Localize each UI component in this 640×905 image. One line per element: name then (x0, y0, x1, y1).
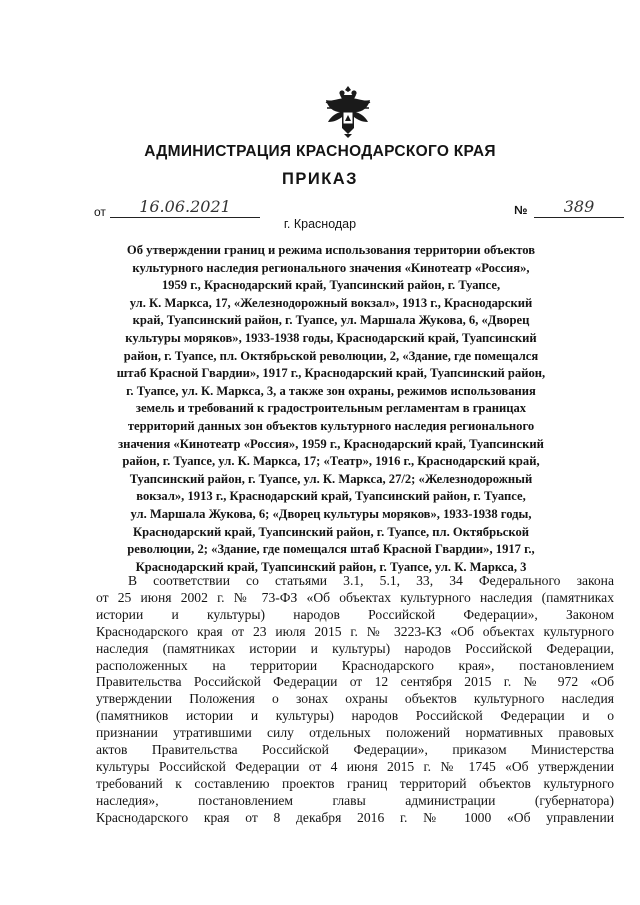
date-field: 16.06.2021 (110, 199, 260, 218)
body-line: культуры Российской Федерации от 4 июня 2015 г. № 1745 «Об утверждении (96, 758, 614, 774)
body-line: актов Правительства Российской Федерации», приказом Министерства (96, 742, 614, 758)
body-line: наследия (памятниках истории и культуры) народов Российской Федерации, (96, 640, 614, 656)
subject-line: территорий данных зон объектов культурного наследия регионального (127, 418, 535, 433)
order-subject (96, 242, 566, 576)
subject-line: район, г. Туапсе, пл. Октябрьской революции, 2, «Здание, где помещался (123, 348, 539, 363)
subject-line: район, г. Туапсе, ул. К. Маркса, 17; «Театр», 1916 г., Краснодарский край, (122, 454, 540, 469)
body-line: утверждении Положения о зонах охраны объектов культурного наследия (96, 691, 614, 707)
body-line: истории и культуры) народов Российской Федерации», Законом (96, 606, 614, 622)
subject-line: культуры моряков», 1933-1938 годы, Краснодарский край, Туапсинский (125, 330, 537, 345)
body-line: от 25 июня 2002 г. № 73-ФЗ «Об объектах культурного наследия (памятниках (96, 589, 614, 605)
subject-line: 1959 г., Краснодарский край, Туапсинский район, г. Туапсе, (161, 278, 501, 293)
coat-of-arms-icon (324, 84, 372, 138)
subject-line: Туапсинский район, г. Туапсе, ул. К. Маркса, 27/2; «Железнодорожный (129, 471, 533, 486)
subject-line: штаб Красной Гвардии», 1917 г., Краснодарский край, Туапсинский район, (116, 366, 546, 381)
subject-line: культурного наследия регионального значения «Кинотеатр «Россия», (132, 260, 530, 275)
subject-line: Краснодарский край, Туапсинский район, г. Туапсе, ул. К. Маркса, 3 (135, 559, 527, 574)
body-line: требований к составлению проектов границ территорий объектов культурного (96, 775, 614, 791)
body-line: Правительства Российской Федерации от 12 сентября 2015 г. № 972 «Об (96, 674, 614, 690)
body-line: расположенных на территории Краснодарского края», постановлением (96, 657, 614, 673)
body-line: признании утратившими силу отдельных положений нормативных правовых (96, 725, 614, 741)
subject-line: Об утверждении границ и режима использования территории объектов (126, 243, 536, 257)
document-type: ПРИКАЗ (281, 170, 359, 188)
subject-line: ул. К. Маркса, 17, «Железнодорожный вокзал», 1913 г., Краснодарский (129, 295, 533, 310)
number-field: 389 (534, 199, 624, 218)
subject-line: ул. Маршала Жукова, 6; «Дворец культуры моряков», 1933-1938 годы, (130, 506, 532, 521)
order-body (96, 573, 614, 827)
date-label: от (94, 205, 106, 219)
body-line: Краснодарского края от 23 июля 2015 г. № 3223-КЗ «Об объектах культурного (96, 623, 614, 639)
subject-line: революции, 2; «Здание, где помещался штаб Красной Гвардии», 1917 г., (127, 542, 535, 557)
subject-line: земель и требований к градостроительным регламентам в границах (135, 401, 527, 416)
organization-title: АДМИНИСТРАЦИЯ КРАСНОДАРСКОГО КРАЯ (144, 143, 496, 160)
subject-line: вокзал», 1913 г., Краснодарский край, Туапсинский район, г. Туапсе, (136, 489, 526, 504)
body-line: В соответствии со статьями 3.1, 5.1, 33, 34 Федерального закона (128, 573, 614, 588)
body-line: (памятников истории и культуры) народов Российской Федерации и о (96, 708, 614, 724)
subject-line: Краснодарский край, Туапсинский район, г. Туапсе, пл. Октябрьской (132, 524, 530, 539)
subject-line: значения «Кинотеатр «Россия», 1959 г., Краснодарский край, Туапсинский (118, 436, 544, 451)
subject-line: край, Туапсинский район, г. Туапсе, ул. Маршала Жукова, 6, «Дворец (132, 313, 530, 328)
city-line: г. Краснодар (283, 217, 357, 231)
body-line: наследия», постановлением главы администрации (губернатора) (96, 792, 614, 808)
subject-line: г. Туапсе, ул. К. Маркса, 3, а также зон охраны, режимов использования (126, 383, 536, 398)
body-line: Краснодарского края от 8 декабря 2016 г. № 1000 «Об управлении (96, 809, 614, 825)
number-label: № (514, 203, 528, 217)
